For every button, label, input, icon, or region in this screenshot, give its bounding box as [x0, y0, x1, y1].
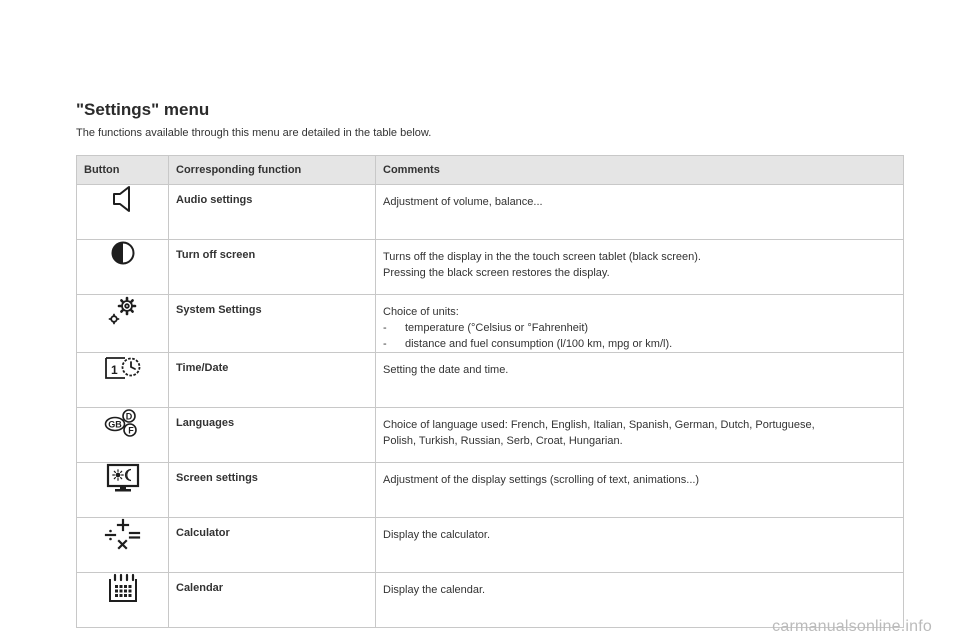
table-row	[77, 240, 904, 295]
screen-settings-icon	[106, 463, 140, 493]
function-name: Calendar	[169, 573, 376, 628]
calendar-icon	[107, 573, 139, 605]
table-row	[77, 185, 904, 240]
svg-text:GB: GB	[107, 419, 122, 430]
table-row	[77, 353, 904, 408]
comment-text: Display the calculator.	[383, 529, 490, 541]
page-title: "Settings" menu	[76, 100, 210, 119]
comment-text: Adjustment of volume, balance...	[383, 196, 543, 208]
comment-text: Display the calendar.	[383, 584, 486, 596]
svg-text:D: D	[125, 411, 132, 422]
function-name: Audio settings	[169, 185, 376, 240]
bullet-item: - distance and fuel consumption (l/100 km, mpg or km/l).	[383, 338, 673, 350]
svg-text:1: 1	[110, 363, 118, 377]
comment-text: Choice of language used: French, English, Italian, Spanish, German, Dutch, Portuguese,	[383, 419, 815, 431]
table-row	[77, 408, 904, 463]
calendar-clock-icon	[103, 353, 143, 381]
languages-icon	[102, 408, 144, 440]
svg-text:F: F	[127, 425, 134, 436]
column-header-comments: Comments	[376, 156, 904, 185]
comment-text: Setting the date and time.	[383, 364, 509, 376]
calculator-icon	[103, 518, 143, 552]
comment-text: Turns off the display in the the touch screen tablet (black screen).	[383, 251, 701, 263]
function-name: Time/Date	[169, 353, 376, 408]
comment-text: Choice of units:	[383, 306, 459, 318]
table-header-row	[77, 156, 904, 185]
speaker-icon	[111, 185, 135, 213]
function-name: System Settings	[169, 295, 376, 353]
function-name: Calculator	[169, 518, 376, 573]
bullet-item: - temperature (°Celsius or °Fahrenheit)	[383, 322, 589, 334]
column-header-button: Button	[77, 156, 169, 185]
intro-text: The functions available through this menu are detailed in the table below.	[76, 127, 432, 139]
watermark: carmanualsonline.info	[772, 618, 932, 635]
gears-icon	[106, 295, 140, 327]
function-name: Screen settings	[169, 463, 376, 518]
settings-table	[76, 155, 904, 628]
table-row	[77, 463, 904, 518]
comment-text: Adjustment of the display settings (scrolling of text, animations...)	[383, 474, 700, 486]
table-row	[77, 295, 904, 353]
comment-text: Pressing the black screen restores the display.	[383, 267, 610, 279]
column-header-function: Corresponding function	[169, 156, 376, 185]
comment-text: Polish, Turkish, Russian, Serb, Croat, Hungarian.	[383, 435, 623, 447]
function-name: Languages	[169, 408, 376, 463]
table-row	[77, 518, 904, 573]
half-circle-icon	[110, 240, 136, 266]
function-name: Turn off screen	[169, 240, 376, 295]
